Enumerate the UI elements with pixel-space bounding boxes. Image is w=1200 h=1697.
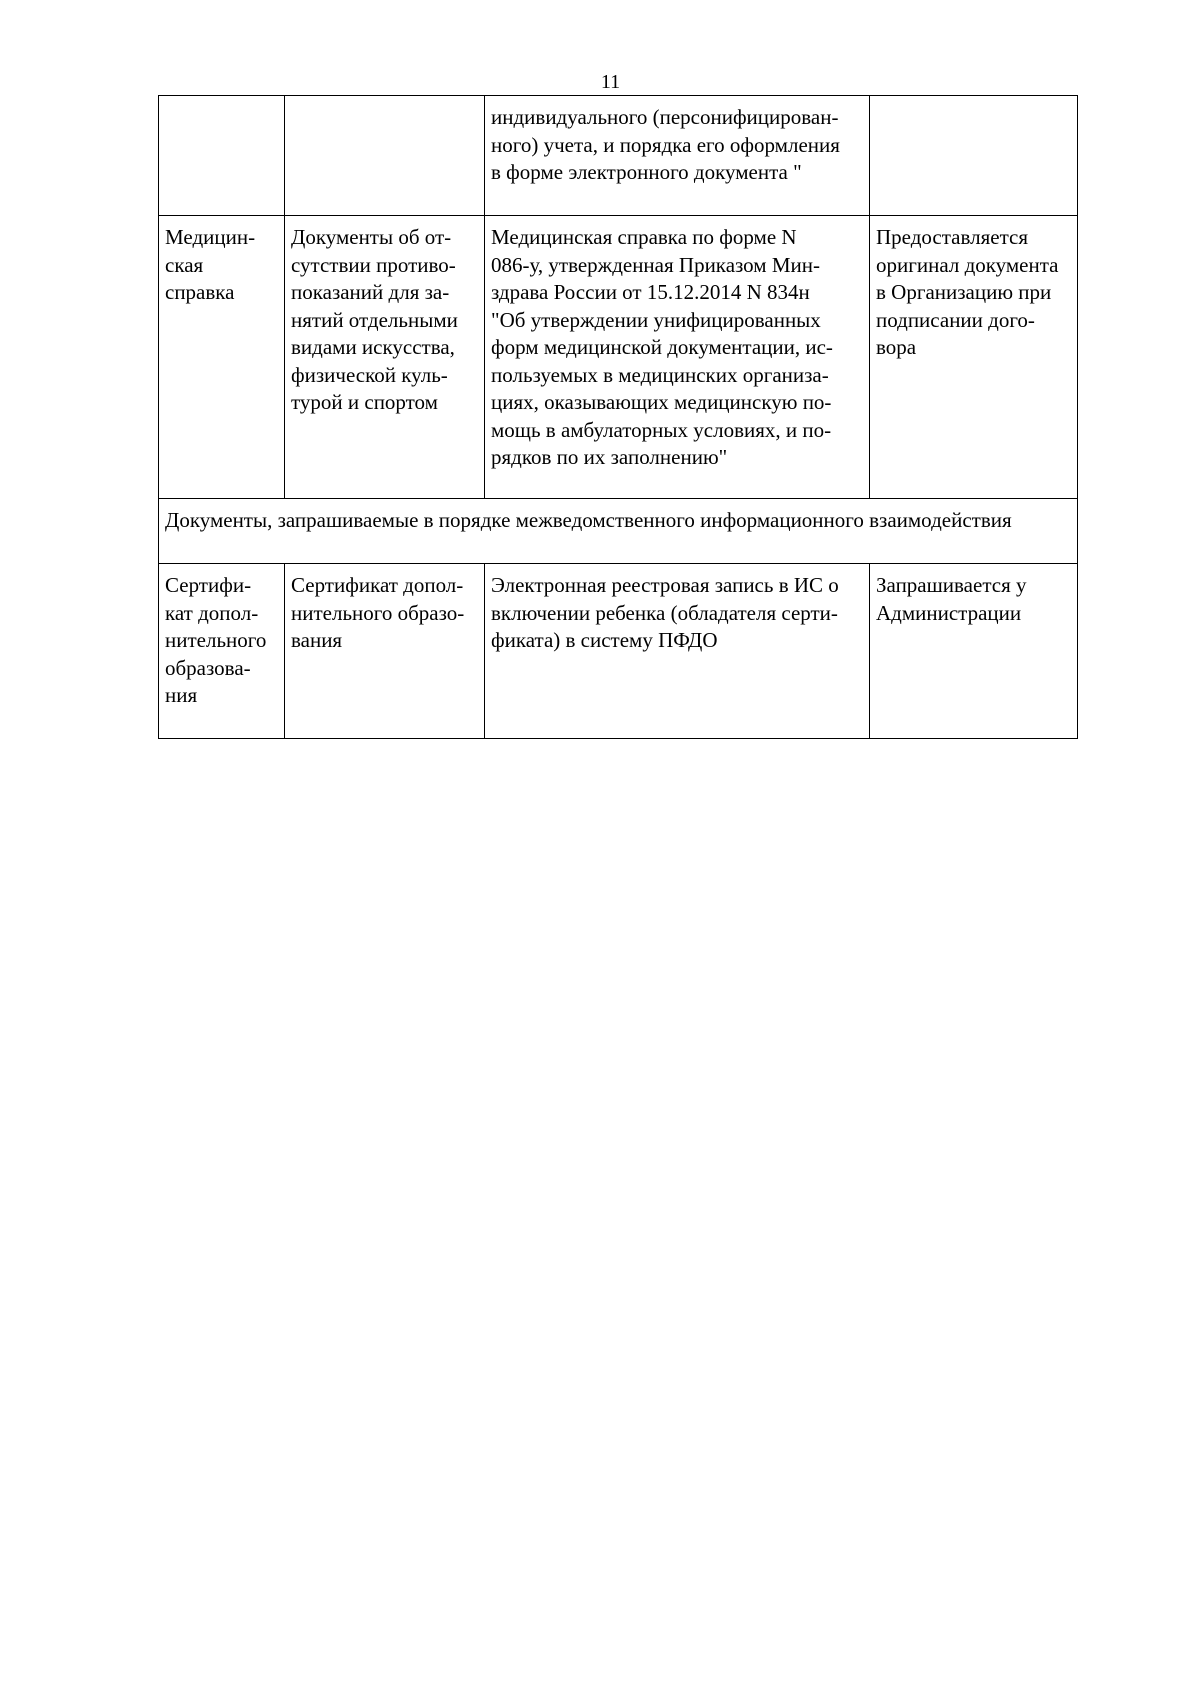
- table-cell-document-name: Сертифи- кат допол- нительного образова- ния: [159, 564, 285, 739]
- table-cell-document-name: Медицин- ская справка: [159, 216, 285, 499]
- table-cell-document-description: Документы об от- сутствии противо- показаний для за- нятий отдельными видами искусства, физической куль- турой и спортом: [285, 216, 485, 499]
- table-section-row: [159, 499, 1078, 564]
- table-row: [159, 216, 1078, 499]
- table-cell-submission-method: Предоставляется оригинал документа в Организацию при подписании дого- вора: [870, 216, 1078, 499]
- table-cell-document-form: Медицинская справка по форме N 086-у, утвержденная Приказом Мин- здрава России от 15.12.2014 N 834н "Об утверждении унифицированных форм медицинской документации, ис- пользуемых в медицинских организа- циях, оказывающих медицинскую по- мощь в амбулаторных условиях, и по- рядков по их заполнению": [485, 216, 870, 499]
- table-cell-submission-method: Запрашивается у Администрации: [870, 564, 1078, 739]
- section-heading: Документы, запрашиваемые в порядке межведомственного информационного взаимодействия: [159, 499, 1078, 564]
- table-cell-document-form: индивидуального (персонифицирован- ного) учета, и порядка его оформления в форме электронного документа ": [485, 96, 870, 216]
- table-row: [159, 96, 1078, 216]
- page-number: 11: [600, 71, 621, 93]
- table-cell-document-description: [285, 96, 485, 216]
- table-row: [159, 564, 1078, 739]
- documents-table: [158, 95, 1078, 739]
- table-cell-submission-method: [870, 96, 1078, 216]
- table-cell-document-description: Сертификат допол- нительного образо- вания: [285, 564, 485, 739]
- table-cell-document-form: Электронная реестровая запись в ИС о включении ребенка (обладателя серти- фиката) в систему ПФДО: [485, 564, 870, 739]
- table-cell-document-name: [159, 96, 285, 216]
